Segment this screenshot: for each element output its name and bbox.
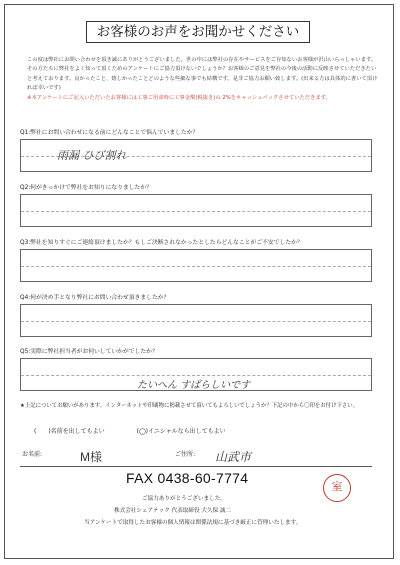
intro-paragraph: この度は弊社にお問い合わせを頂き誠にありがとうございました。世の中には弊社の存在やサービスをご存知ないお客様が沢山いらっしゃいます。その方たちに弊社をよく知って頂くためのアンケートにご協力頂けないでしょうか？お客様のご意見を弊社の今後の活動に反映させていただきたいと考えております。良かったこと、嬉しかったことどのような些細な事でも結構です。是非ご協力お願い致します。(出来る方は具体的に書いて頂ければ幸いです) (27, 57, 378, 92)
answer-rule (21, 321, 371, 322)
fax-number: FAX 0438-60-7774 (126, 470, 249, 486)
name-label: お名前: (22, 451, 43, 458)
question-2 (20, 183, 372, 227)
answer-box[interactable] (20, 194, 372, 227)
handwritten-answer: たいへん すばらしいです (137, 380, 251, 391)
question-label: Q1:弊社にお問い合わせになる前にどんなことで悩んでいましたか？ (20, 130, 199, 136)
option-full-name[interactable]: ( )名前を出してもよい (34, 428, 105, 435)
intro-note: ※本アンケートにご記入いただいたお客様には工事ご用命時に工事金額(税抜き)の 2%をキャッシュバックさせていただきます。 (27, 94, 331, 101)
question-1 (20, 128, 372, 172)
seal-stamp: 室 (323, 474, 351, 502)
consent-text: ★上記についてお願いがあります。インターネットや印刷物に掲載させて頂いてもよろしいでしょうか？下記の中から〇印をお付け下さい。 (20, 403, 359, 409)
handwritten-answer: 雨漏 ひび割れ (57, 149, 127, 162)
privacy-text: 当アンケートで取得したお客様の個人情報は関係法規に基づき厳正に管理いたします。 (84, 520, 302, 526)
answer-rule (21, 266, 371, 267)
question-5 (20, 347, 372, 391)
question-4 (20, 293, 372, 337)
question-3 (20, 238, 372, 282)
address-label: ご住所: (175, 451, 196, 458)
answer-box[interactable] (20, 304, 372, 337)
thanks-text: ご協力ありがとうございました。 (142, 496, 226, 502)
option-initials[interactable]: (◯)イニシャルなら出してもよい (136, 428, 226, 435)
company-text: 株式会社シェアテック 代表取締役 大久保 誠二 (114, 508, 232, 514)
name-value: M様 (80, 450, 102, 464)
question-label: Q4:何が決め手となり弊社にお問い合わせ頂きましたか？ (20, 295, 170, 301)
answer-box[interactable] (20, 139, 372, 172)
name-address-row (20, 446, 372, 467)
answer-box[interactable] (20, 249, 372, 282)
question-label: Q2:何がきっかけで弊社をお知りになりましたか？ (20, 185, 152, 191)
intro-text (27, 56, 379, 103)
page-title: お客様のお声をお聞かせください (86, 21, 310, 43)
consent-options (34, 426, 256, 435)
question-label: Q3:弊社を知りすぐにご連絡頂けましたか？もしご決断されなかったとしたらどんなことがご不安でしたか？ (20, 240, 303, 246)
answer-rule (21, 211, 371, 212)
answer-box[interactable] (20, 358, 372, 391)
question-label: Q5:実際に弊社担当者がお伺いしていかがでしたか？ (20, 349, 158, 355)
address-value: 山武市 (215, 450, 252, 464)
